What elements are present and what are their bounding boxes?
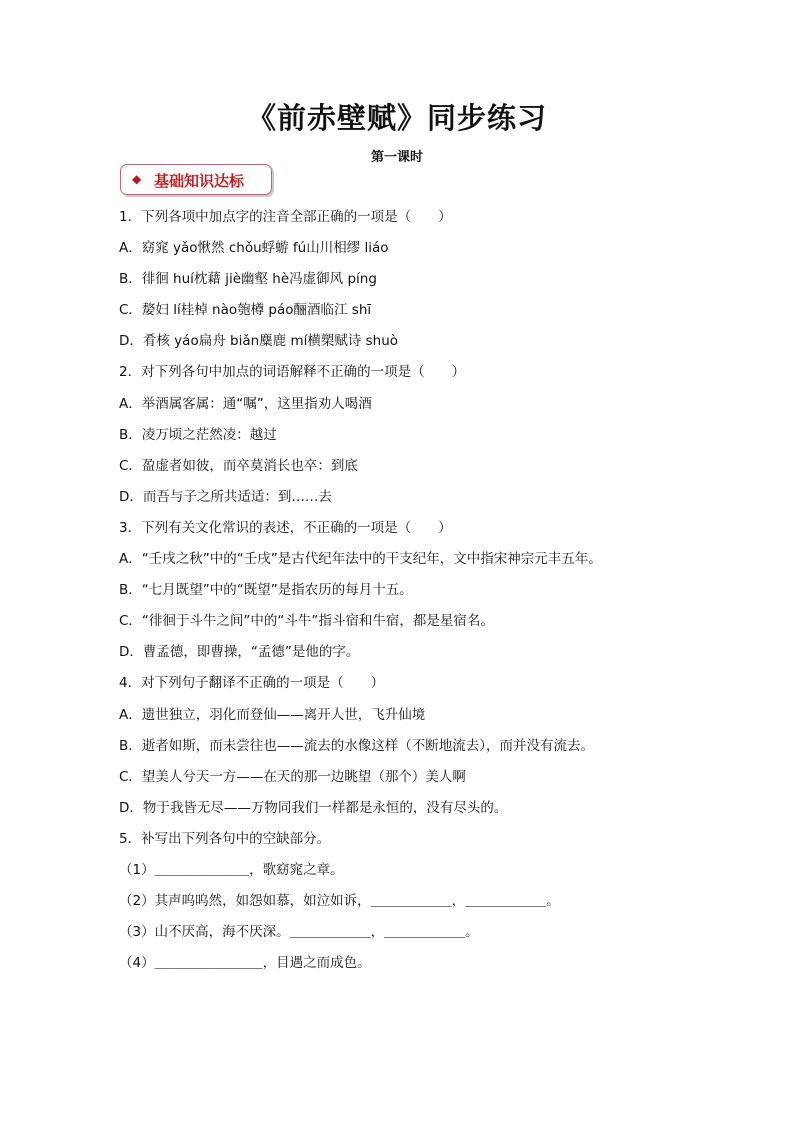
option-line: A．“壬戌之秋”中的“壬戌”是古代纪年法中的干支纪年，文中指宋神宗元丰五年。 [119,551,602,568]
page-subtitle: 第一课时 [370,150,423,165]
question-line: 5．补写出下列各句中的空缺部分。 [119,830,331,847]
option-line: D．而吾与子之所共适适：到……去 [119,488,332,505]
option-line: B．“七月既望”中的“既望”是指农历的每月十五。 [119,582,413,599]
option-line: D．曹孟德，即曹操，“孟德”是他的字。 [119,644,360,661]
question-line: 4．对下列句子翻译不正确的一项是（ ） [119,675,385,692]
question-line: 2．对下列各句中加点的词语解释不正确的一项是（ ） [119,364,466,381]
page-title: 《前赤壁赋》同步练习 [246,101,547,135]
diamond-icon: ◆ [132,172,142,186]
fill-blank-line: （1）＿＿＿＿＿＿＿，歌窈窕之章。 [119,861,344,878]
option-line: D．肴核 yáo扁舟 biǎn麋鹿 mí横槊赋诗 shuò [119,333,399,350]
section-banner [120,164,272,195]
option-line: A．遗世独立，羽化而登仙——离开人世，飞升仙境 [119,706,426,723]
section-label: 基础知识达标 [154,172,245,190]
option-line: A．举酒属客属：通“嘱”，这里指劝人喝酒 [119,395,372,412]
option-line: B．凌万顷之茫然凌：越过 [119,426,277,443]
fill-blank-line: （3）山不厌高，海不厌深。＿＿＿＿＿＿，＿＿＿＿＿＿。 [119,924,479,941]
fill-blank-line: （4）＿＿＿＿＿＿＿＿，目遇之而成色。 [119,955,371,972]
option-line: B．徘徊 huí枕藉 jiè幽壑 hè冯虚御风 píng [119,271,377,288]
option-line: C．嫠妇 lí桂棹 nào匏樽 páo酾酒临江 shī [119,302,372,319]
fill-blank-line: （2）其声呜呜然，如怨如慕，如泣如诉，＿＿＿＿＿＿，＿＿＿＿＿＿。 [119,893,560,910]
question-line: 1．下列各项中加点字的注音全部正确的一项是（ ） [119,209,452,225]
option-line: C．“徘徊于斗牛之间”中的“斗牛”指斗宿和牛宿，都是星宿名。 [119,613,494,630]
option-line: D．物于我皆无尽——万物同我们一样都是永恒的，没有尽头的。 [119,799,508,816]
option-line: C．望美人兮天一方——在天的那一边眺望（那个）美人啊 [119,768,466,785]
option-line: C．盈虚者如彼，而卒莫消长也卒：到底 [119,457,358,474]
question-list [119,202,739,979]
option-line: B．逝者如斯，而未尝往也——流去的水像这样（不断地流去），而并没有流去。 [119,737,595,754]
question-line: 3．下列有关文化常识的表述，不正确的一项是（ ） [119,519,452,536]
option-line: A．窈窕 yǎo愀然 chǒu蜉蝣 fú山川相缪 liáo [119,240,389,257]
